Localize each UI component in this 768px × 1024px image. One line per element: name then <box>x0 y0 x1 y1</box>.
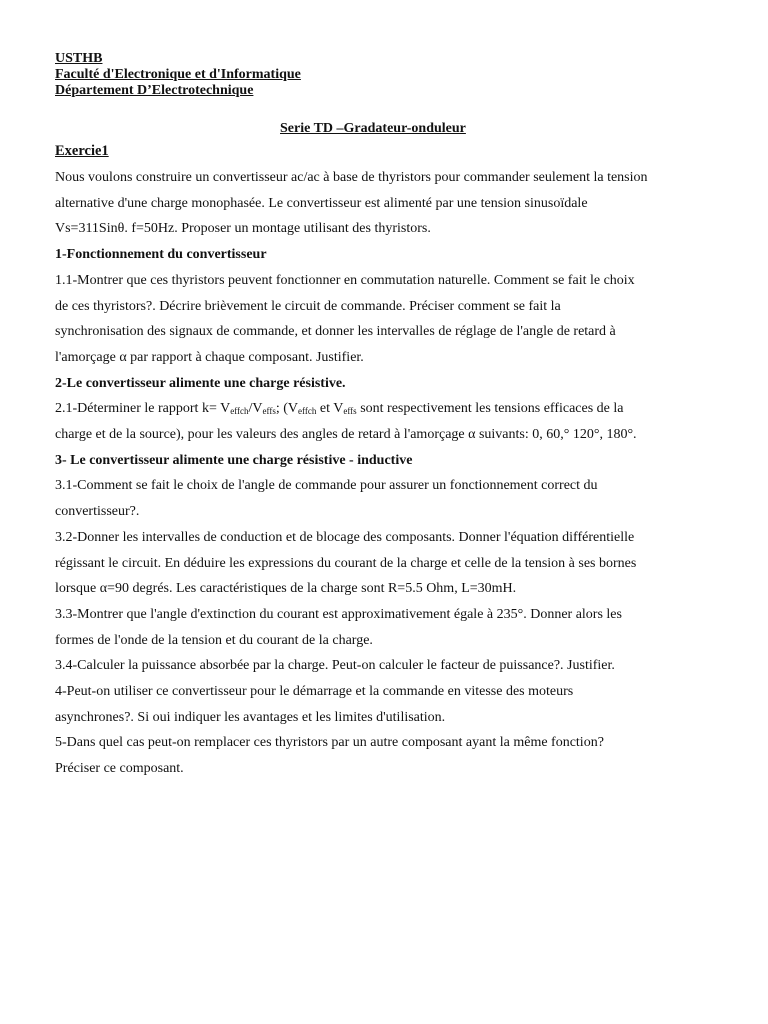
question-line: l'amorçage α par rapport à chaque composant. Justifier. <box>55 349 364 365</box>
question-line: 3.1-Comment se fait le choix de l'angle de commande pour assurer un fonctionnement correct du <box>55 478 598 494</box>
q21-text: ; (V <box>275 401 299 417</box>
section-heading-1: 1-Fonctionnement du convertisseur <box>55 247 267 263</box>
subscript-effs: effs <box>343 406 357 417</box>
question-line: 3.3-Montrer que l'angle d'extinction du courant est approximativement égale à 235°. Donner alors les <box>55 606 622 622</box>
question-line: régissant le circuit. En déduire les expressions du courant de la charge et celle de la tension à ses bornes <box>55 555 637 571</box>
question-line: 5-Dans quel cas peut-on remplacer ces thyristors par un autre composant ayant la même fonction? <box>55 735 604 751</box>
question-line: 3.2-Donner les intervalles de conduction et de blocage des composants. Donner l'équation différentielle <box>55 529 635 545</box>
question-line: synchronisation des signaux de commande, et donner les intervalles de réglage de l'angle de retard à <box>55 324 616 340</box>
question-line: 3.4-Calculer la puissance absorbée par la charge. Peut-on calculer le facteur de puissance?. Justifier. <box>55 658 615 674</box>
intro-line: Nous voulons construire un convertisseur ac/ac à base de thyristors pour commander seulement la tension <box>55 170 648 185</box>
exercise-body <box>55 165 715 782</box>
question-line: asynchrones?. Si oui indiquer les avantages et les limites d'utilisation. <box>55 709 446 725</box>
subscript-effs: effs <box>262 406 276 417</box>
section-heading-3: 3- Le convertisseur alimente une charge résistive - inductive <box>55 452 413 468</box>
document-page <box>55 51 715 777</box>
question-line <box>55 396 715 422</box>
faculty-name: Faculté d'Electronique et d'Informatique <box>55 67 301 82</box>
section-heading-2: 2-Le convertisseur alimente une charge résistive. <box>55 375 346 391</box>
question-line: de ces thyristors?. Décrire brièvement le circuit de commande. Préciser comment se fait la <box>55 298 561 314</box>
q21-text: et V <box>316 401 344 417</box>
university-name: USTHB <box>55 51 103 66</box>
question-line: convertisseur?. <box>55 504 140 520</box>
intro-line: alternative d'une charge monophasée. Le convertisseur est alimenté par une tension sinusoïdale <box>55 195 588 211</box>
q21-slash: /V <box>248 401 263 417</box>
q21-text: sont respectivement les tensions efficaces de la <box>356 401 624 417</box>
subscript-effch: effch <box>230 406 249 417</box>
subscript-effch: effch <box>298 406 317 417</box>
q21-text: 2.1-Déterminer le rapport k= V <box>55 401 231 417</box>
question-line: 1.1-Montrer que ces thyristors peuvent fonctionner en commutation naturelle. Comment se fait le choix <box>55 272 635 288</box>
intro-line: Vs=311Sinθ. f=50Hz. Proposer un montage utilisant des thyristors. <box>55 221 431 237</box>
document-title: Serie TD –Gradateur-onduleur <box>280 121 466 136</box>
question-line: formes de l'onde de la tension et du courant de la charge. <box>55 632 373 648</box>
exercise-heading: Exercie1 <box>55 143 109 159</box>
question-line: Préciser ce composant. <box>55 761 184 777</box>
department-name: Département D’Electrotechnique <box>55 83 254 98</box>
question-line: lorsque α=90 degrés. Les caractéristiques de la charge sont R=5.5 Ohm, L=30mH. <box>55 581 517 597</box>
question-line: 4-Peut-on utiliser ce convertisseur pour le démarrage et la commande en vitesse des moteurs <box>55 684 574 700</box>
question-line: charge et de la source), pour les valeurs des angles de retard à l'amorçage α suivants: 0, 60,° 120°, 180°. <box>55 427 637 443</box>
